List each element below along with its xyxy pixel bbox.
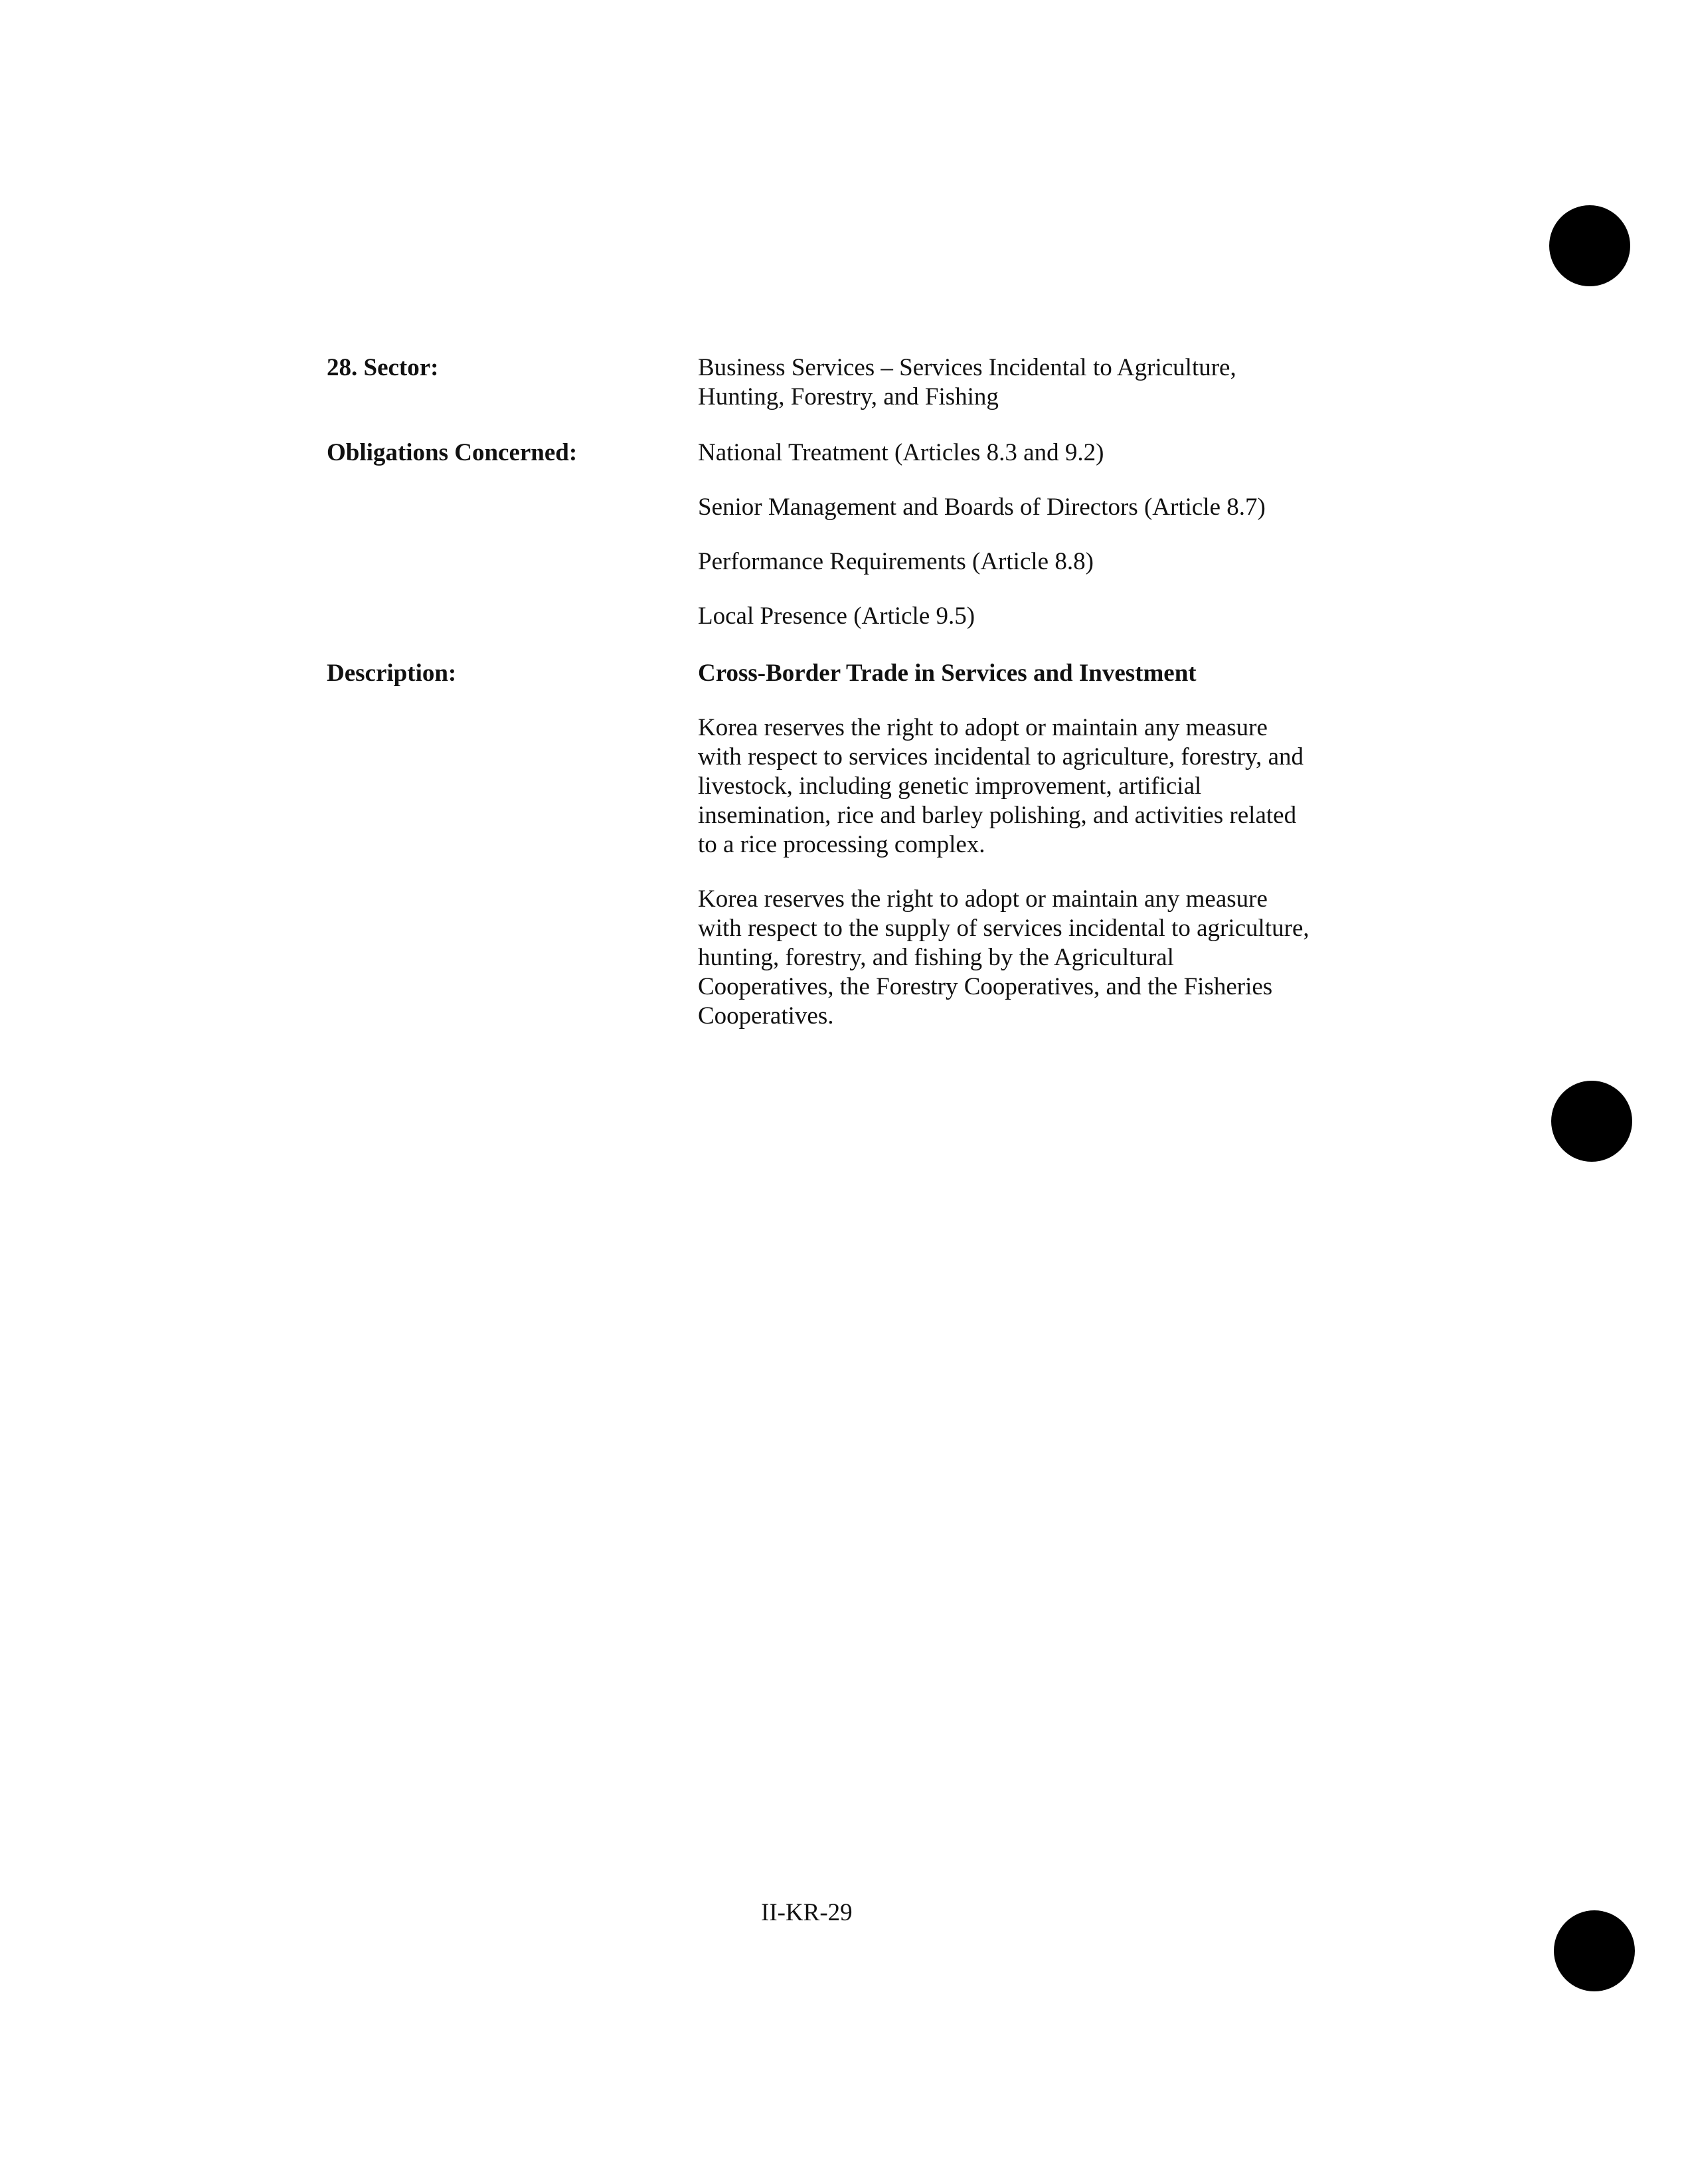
obligation-item: Local Presence (Article 9.5) [698, 602, 975, 630]
obligation-item: Performance Requirements (Article 8.8) [698, 548, 1094, 575]
paragraph-line: livestock, including genetic improvement, artificial [698, 773, 1202, 800]
paragraph-line: Korea reserves the right to adopt or maintain any measure [698, 714, 1268, 741]
description-paragraph-2 [698, 885, 1362, 1031]
paragraph-line: Korea reserves the right to adopt or maintain any measure [698, 885, 1268, 913]
paragraph-line: insemination, rice and barley polishing, and activities related [698, 802, 1297, 829]
paragraph-line: with respect to services incidental to agriculture, forestry, and [698, 743, 1304, 771]
description-label: Description: [327, 660, 457, 687]
obligations-list [698, 438, 1362, 631]
paragraph-line: hunting, forestry, and fishing by the Agricultural [698, 944, 1174, 971]
paragraph-line: to a rice processing complex. [698, 831, 985, 858]
obligations-label: Obligations Concerned: [327, 439, 578, 466]
obligation-item: National Treatment (Articles 8.3 and 9.2) [698, 439, 1104, 466]
sector-value [698, 353, 1362, 412]
sector-line: Business Services – Services Incidental to Agriculture, [698, 354, 1236, 381]
description-paragraph-1 [698, 713, 1362, 860]
description-heading: Cross-Border Trade in Services and Investment [698, 660, 1197, 687]
paragraph-line: Cooperatives, the Forestry Cooperatives, and the Fisheries [698, 973, 1273, 1000]
sector-label: 28. Sector: [327, 354, 439, 381]
sector-line: Hunting, Forestry, and Fishing [698, 383, 999, 410]
obligation-item: Senior Management and Boards of Directors (Article 8.7) [698, 494, 1266, 521]
punch-hole-top [1549, 205, 1630, 286]
punch-hole-middle [1551, 1081, 1632, 1162]
punch-hole-bottom [1554, 1910, 1635, 1991]
paragraph-line: with respect to the supply of services incidental to agriculture, [698, 915, 1309, 942]
paragraph-line: Cooperatives. [698, 1002, 834, 1030]
page-number: II-KR-29 [761, 1899, 853, 1926]
description-body [698, 659, 1362, 1031]
